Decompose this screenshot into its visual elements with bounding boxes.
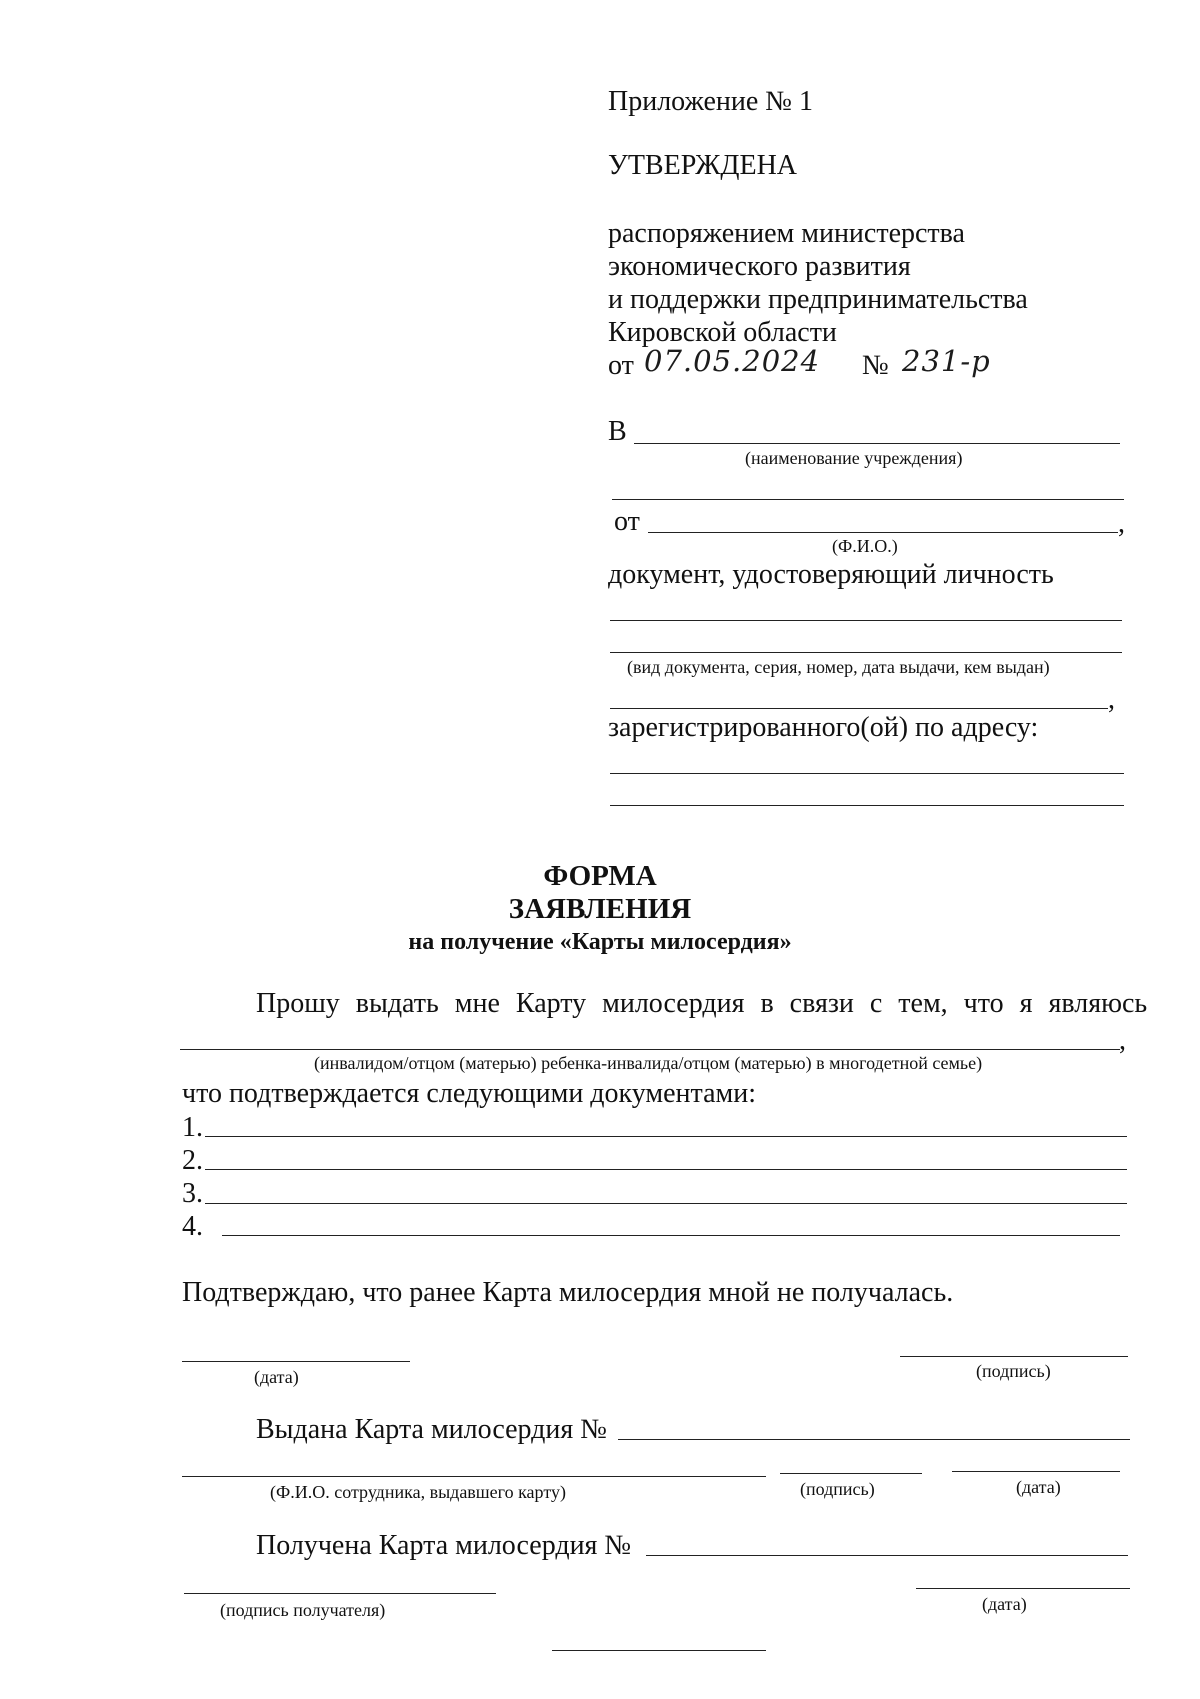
number-prefix: № <box>862 350 889 381</box>
doc-number-4: 4. <box>182 1211 203 1242</box>
appendix-label: Приложение № 1 <box>608 86 813 117</box>
address-line-1 <box>610 773 1124 774</box>
received-date-line <box>916 1588 1130 1589</box>
approved-label: УТВЕРЖДЕНА <box>608 150 798 181</box>
handwritten-date: 07.05.2024 <box>644 344 821 378</box>
identity-doc-label: документ, удостоверяющий личность <box>608 559 1054 590</box>
doc-number-3: 3. <box>182 1178 203 1209</box>
issued-number-line <box>618 1439 1130 1440</box>
institution-caption: (наименование учреждения) <box>745 448 963 468</box>
fio-comma: , <box>1118 508 1125 539</box>
received-date-caption: (дата) <box>982 1594 1027 1614</box>
identity-doc-line-1 <box>610 620 1122 621</box>
identity-doc-line-3 <box>610 708 1108 709</box>
identity-doc-line-2 <box>610 652 1122 653</box>
institution-line-2 <box>612 499 1124 500</box>
institution-line <box>634 443 1120 444</box>
fio-line <box>648 532 1118 533</box>
doc-number-1: 1. <box>182 1112 203 1143</box>
date-prefix: от <box>608 350 634 381</box>
issued-label: Выдана Карта милосердия № <box>256 1414 607 1445</box>
status-comma: , <box>1119 1025 1126 1056</box>
doc-line-2 <box>205 1169 1127 1170</box>
applicant-signature-line <box>900 1356 1128 1357</box>
applicant-date-line <box>182 1361 410 1362</box>
form-title-line-3: на получение «Карты милосердия» <box>408 929 792 955</box>
recipient-signature-line <box>184 1593 496 1594</box>
received-number-line <box>646 1555 1128 1556</box>
doc-line-4 <box>222 1235 1120 1236</box>
recipient-signature-caption: (подпись получателя) <box>220 1600 386 1620</box>
handwritten-number: 231-р <box>902 344 991 378</box>
doc-line-1 <box>205 1136 1127 1137</box>
status-line <box>180 1049 1120 1050</box>
issued-date-line <box>952 1471 1120 1472</box>
request-text: Прошу выдать мне Карту милосердия в связи с тем, что я являюсь <box>256 988 1148 1019</box>
employee-signature-line <box>780 1473 922 1474</box>
identity-doc-comma: , <box>1108 684 1115 715</box>
status-caption: (инвалидом/отцом (матерью) ребенка-инвалида/отцом (матерью) в многодетной семье) <box>314 1053 983 1073</box>
employee-signature-caption: (подпись) <box>800 1479 875 1499</box>
doc-line-3 <box>205 1203 1127 1204</box>
order-line-4: Кировской области <box>608 317 837 348</box>
confirmed-by-label: что подтверждается следующими документами: <box>182 1078 756 1109</box>
to-prefix: В <box>608 416 627 447</box>
form-title-line-2: ЗАЯВЛЕНИЯ <box>508 893 692 925</box>
doc-number-2: 2. <box>182 1145 203 1176</box>
fio-caption: (Ф.И.О.) <box>832 536 898 556</box>
issued-date-caption: (дата) <box>1016 1477 1061 1497</box>
registered-label: зарегистрированного(ой) по адресу: <box>608 712 1039 743</box>
not-received-statement: Подтверждаю, что ранее Карта милосердия мной не получалась. <box>182 1277 954 1308</box>
applicant-date-caption: (дата) <box>254 1367 299 1387</box>
order-line-2: экономического развития <box>608 251 911 282</box>
identity-doc-caption: (вид документа, серия, номер, дата выдачи, кем выдан) <box>627 657 1050 677</box>
order-line-1: распоряжением министерства <box>608 218 965 249</box>
employee-name-line <box>182 1476 766 1477</box>
received-label: Получена Карта милосердия № <box>256 1530 632 1561</box>
employee-caption: (Ф.И.О. сотрудника, выдавшего карту) <box>270 1482 566 1502</box>
address-line-2 <box>610 805 1124 806</box>
from-prefix: от <box>614 506 640 537</box>
footer-line <box>552 1650 766 1651</box>
applicant-signature-caption: (подпись) <box>976 1361 1051 1381</box>
form-title-line-1: ФОРМА <box>543 860 657 892</box>
order-line-3: и поддержки предпринимательства <box>608 284 1028 315</box>
